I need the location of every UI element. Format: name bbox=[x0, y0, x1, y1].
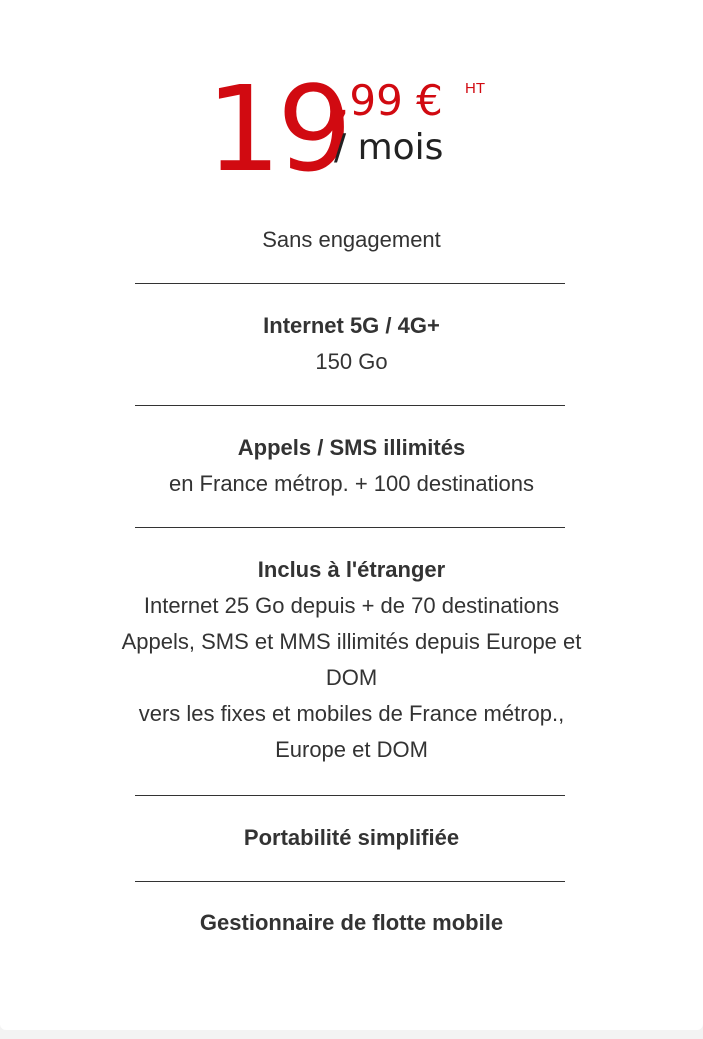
feature-internet-title: Internet 5G / 4G+ bbox=[263, 313, 440, 338]
commitment-text bbox=[0, 222, 703, 258]
feature-calls-detail: en France métrop. + 100 destinations bbox=[168, 471, 535, 496]
divider bbox=[135, 283, 565, 284]
price-period: / mois bbox=[334, 127, 444, 168]
feature-abroad-line: vers les fixes et mobiles de France métrop., bbox=[138, 701, 565, 726]
feature-internet-detail: 150 Go bbox=[315, 349, 388, 374]
feature-portability-title: Portabilité simplifiée bbox=[243, 825, 460, 850]
feature-fleet-title: Gestionnaire de flotte mobile bbox=[199, 910, 504, 935]
price-integer: 19 bbox=[206, 60, 349, 198]
divider bbox=[135, 881, 565, 882]
divider bbox=[135, 527, 565, 528]
feature-abroad-line: Europe et DOM bbox=[275, 737, 428, 762]
feature-calls-title: Appels / SMS illimités bbox=[237, 435, 466, 460]
price-block bbox=[0, 60, 703, 198]
feature-abroad-line: Appels, SMS et MMS illimités depuis Europe et bbox=[121, 629, 582, 654]
feature-abroad bbox=[0, 552, 703, 768]
feature-abroad-line: Internet 25 Go depuis + de 70 destinations bbox=[143, 593, 560, 618]
feature-internet bbox=[0, 308, 703, 380]
feature-fleet bbox=[0, 905, 703, 941]
feature-abroad-line: DOM bbox=[325, 665, 378, 690]
feature-abroad-title: Inclus à l'étranger bbox=[257, 557, 446, 582]
commitment-label: Sans engagement bbox=[262, 227, 441, 252]
divider bbox=[135, 405, 565, 406]
feature-portability bbox=[0, 820, 703, 856]
price-decimal: ,99 € bbox=[336, 76, 443, 125]
feature-calls bbox=[0, 430, 703, 502]
tax-label: HT bbox=[465, 80, 485, 97]
divider bbox=[135, 795, 565, 796]
